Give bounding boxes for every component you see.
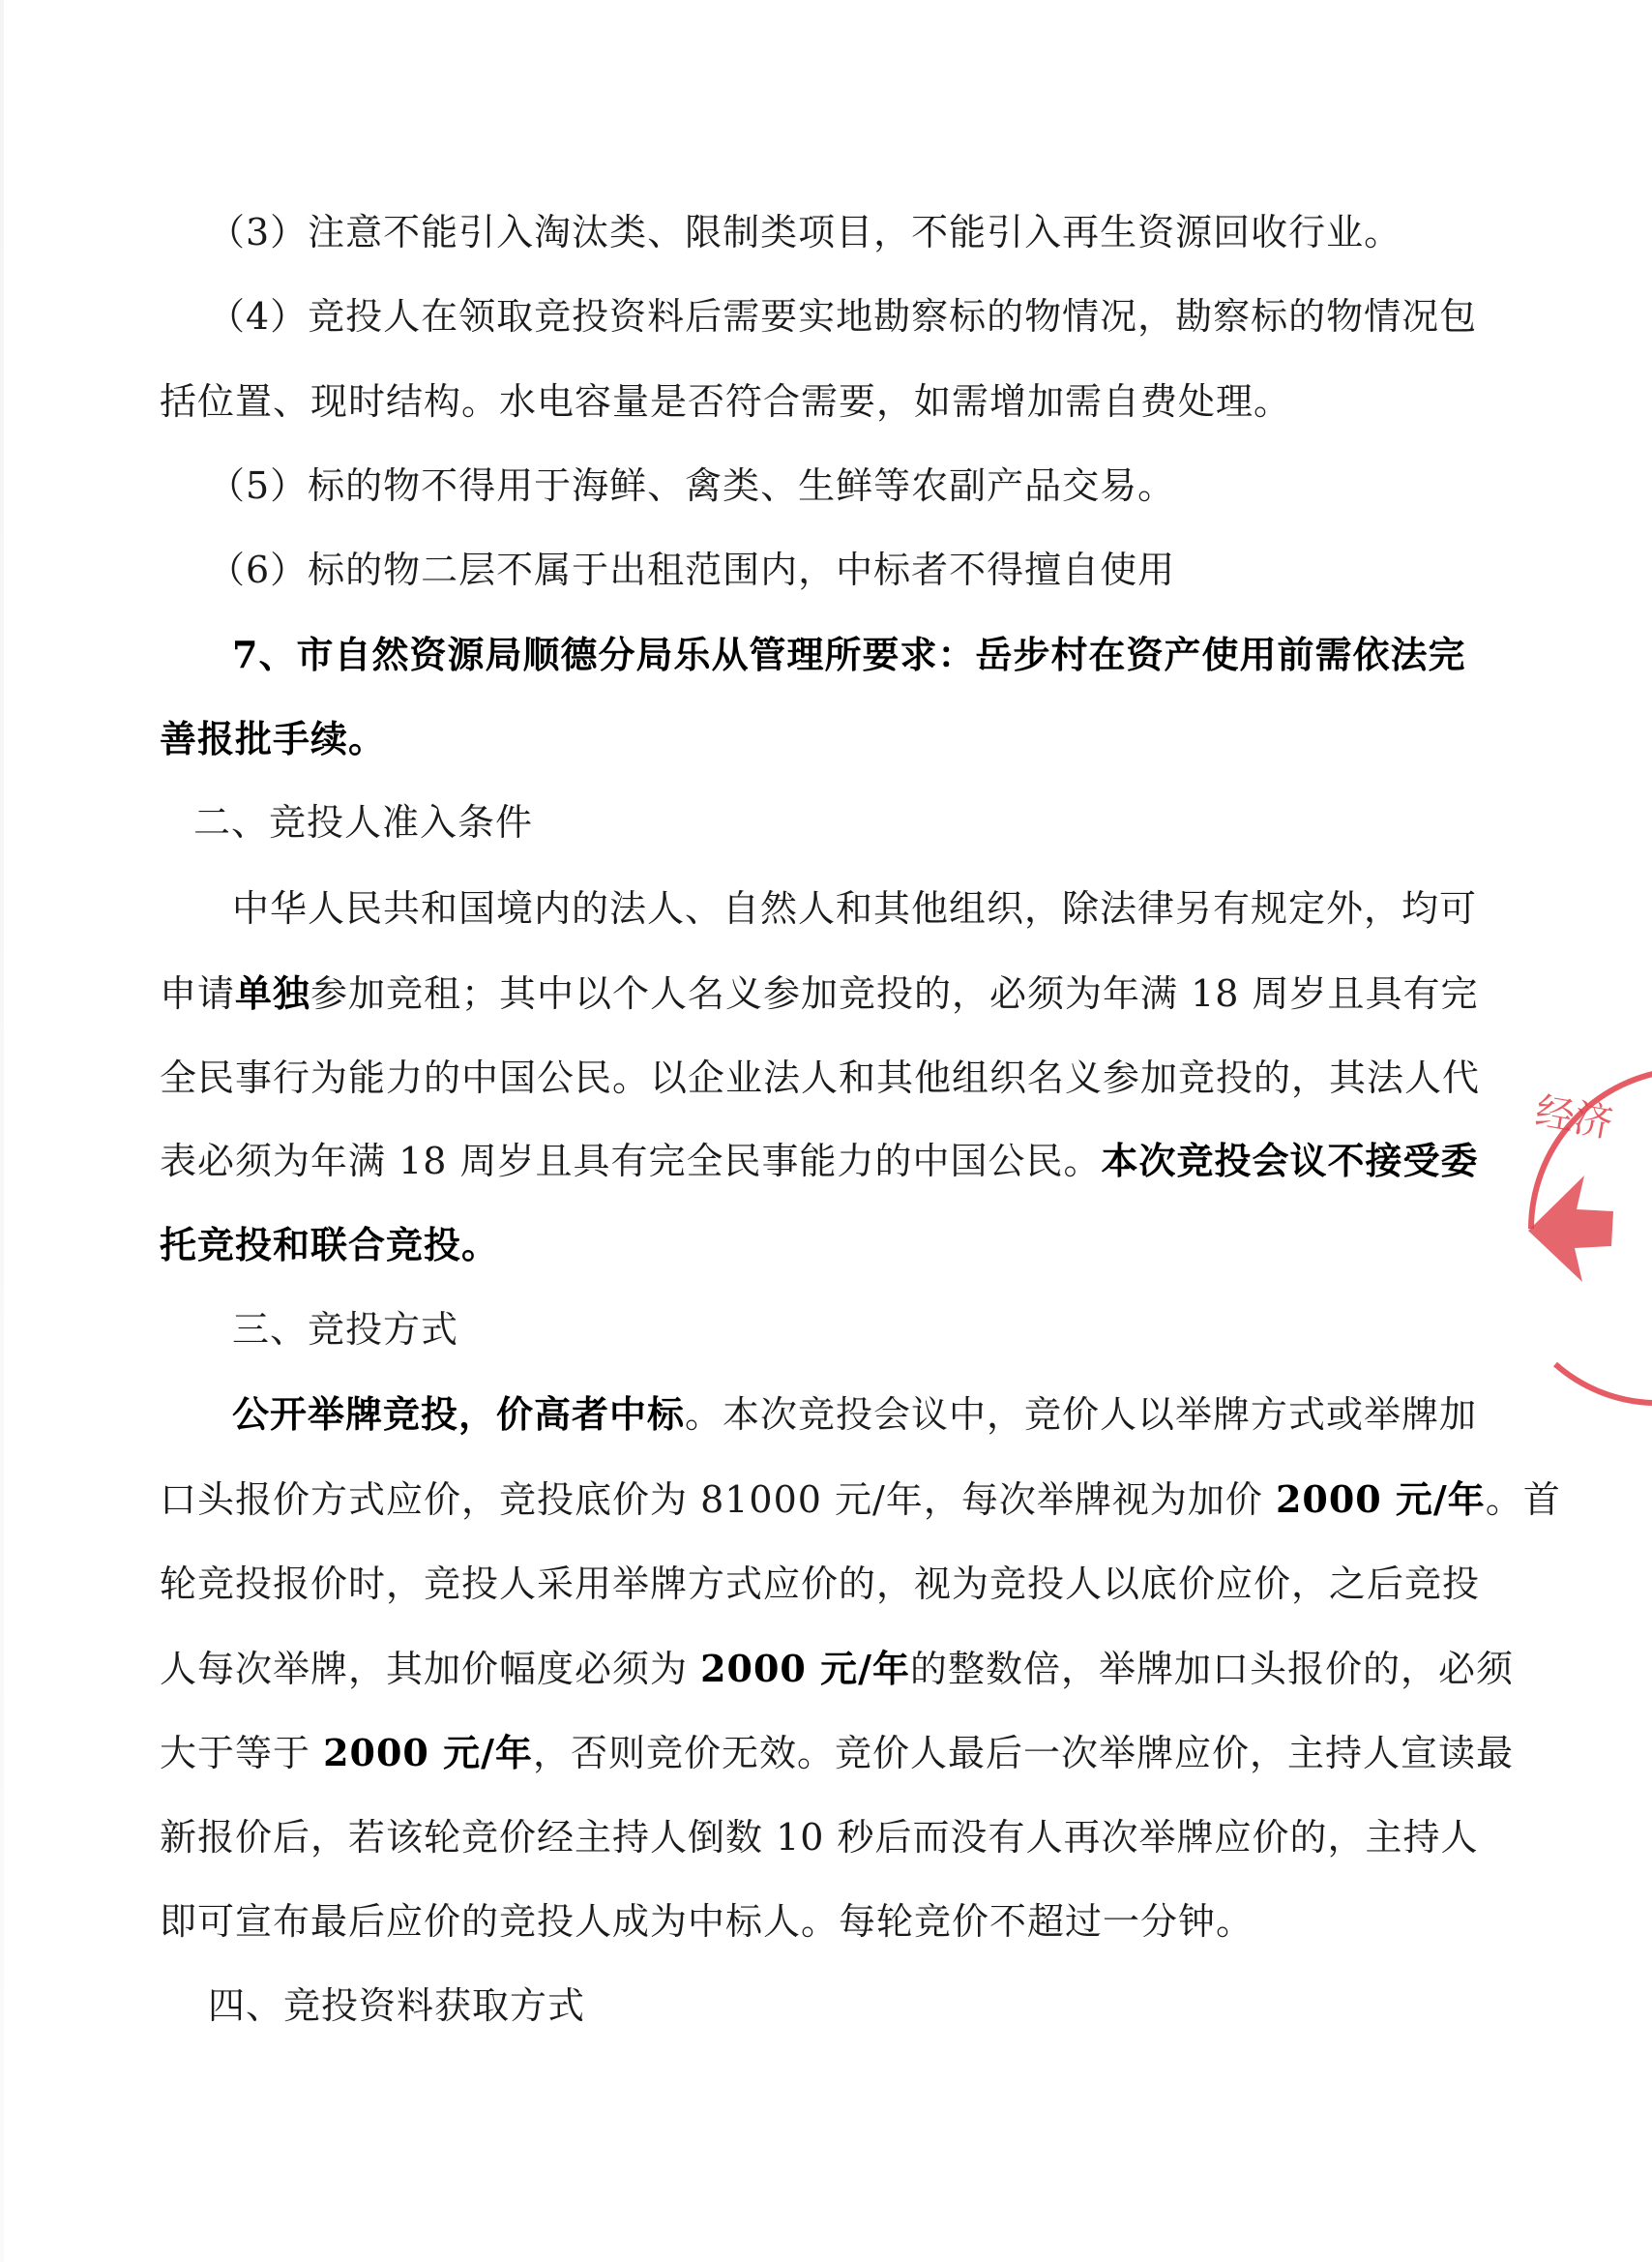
paragraph-line [208,1984,585,2027]
body-text: 全民事行为能力的中国公民。以企业法人和其他组织名义参加竞投的，其法人代 [160,1057,1481,1099]
red-seal-stamp [1517,1055,1652,1403]
paragraph-line [160,1478,1561,1521]
body-text: 括位置、现时结构。水电容量是否符合需要，如需增加需自费处理。 [160,380,1292,423]
bold-text: 单独 [235,971,311,1015]
body-text: 轮竞投报价时，竞投人采用举牌方式应价的，视为竞投人以底价应价，之后竞投 [160,1563,1481,1605]
bold-text: 托竞投和联合竞投。 [160,1223,500,1266]
paragraph-line [208,549,1175,591]
body-text: 。本次竞投会议中，竞价人以举牌方式或举牌加 [685,1393,1478,1436]
bold-text: 公开举牌竞投，价高者中标 [232,1392,686,1436]
bold-text: 本次竞投会议不接受委 [1101,1139,1479,1182]
paragraph-line [160,1563,1480,1605]
body-text: （5）标的物不得用于海鲜、禽类、生鲜等农副产品交易。 [208,464,1176,507]
body-text: 申请 [160,972,236,1015]
body-text: 中华人民共和国境内的法人、自然人和其他组织，除法律另有规定外，均可 [232,887,1478,930]
body-text: 。首 [1485,1478,1561,1521]
body-text: 二、竞投人准入条件 [193,801,534,844]
body-text: 大于等于 [160,1732,324,1774]
bold-text: 2000 元/年 [700,1647,910,1690]
body-text: 新报价后，若该轮竞价经主持人倒数 10 秒后而没有人再次举牌应价的，主持人 [160,1816,1479,1859]
paragraph-line [160,718,386,760]
paragraph-line [160,380,1291,423]
paragraph-line [160,1224,499,1266]
paragraph-line [208,211,1401,253]
body-text: （6）标的物二层不属于出租范围内，中标者不得擅自使用 [208,549,1176,591]
paragraph-line [160,1057,1480,1099]
body-text: （4）竞投人在领取竞投资料后需要实地勘察标的物情况，勘察标的物情况包 [208,295,1478,338]
body-text: 三、竞投方式 [232,1308,459,1351]
body-text: 口头报价方式应价，竞投底价为 81000 元/年，每次举牌视为加价 [160,1478,1276,1521]
bold-text: 2000 元/年 [323,1731,533,1774]
bold-text: 2000 元/年 [1275,1477,1486,1521]
body-text: 参加竞租；其中以个人名义参加竞投的，必须为年满 18 周岁且具有完 [310,972,1479,1015]
body-text: 人每次举牌，其加价幅度必须为 [160,1648,701,1690]
paragraph-line [160,1140,1479,1182]
stamp-text: 经济 [1531,1088,1616,1147]
paragraph-line [232,887,1477,930]
body-text: 四、竞投资料获取方式 [208,1984,586,2027]
paragraph-line [193,801,533,844]
body-text: ，否则竞价无效。竞价人最后一次举牌应价，主持人宣读最 [532,1732,1514,1774]
bold-text: 善报批手续。 [160,717,387,760]
body-text: 表必须为年满 18 周岁且具有完全民事能力的中国公民。 [160,1140,1102,1182]
paragraph-line [208,295,1477,338]
scan-edge [0,0,4,2262]
body-text: 的整数倍，举牌加口头报价的，必须 [909,1648,1514,1690]
paragraph-line [160,1732,1514,1774]
paragraph-line [232,1308,458,1351]
paragraph-line [160,1816,1479,1859]
paragraph-line [160,1900,1254,1943]
paragraph-line [208,464,1175,507]
body-text: 即可宣布最后应价的竞投人成为中标人。每轮竞价不超过一分钟。 [160,1900,1254,1943]
paragraph-line [232,1393,1477,1436]
bold-text: 7、市自然资源局顺德分局乐从管理所要求：岳步村在资产使用前需依法完 [232,633,1466,676]
paragraph-line [232,634,1465,676]
body-text: （3）注意不能引入淘汰类、限制类项目，不能引入再生资源回收行业。 [208,211,1402,253]
paragraph-line [160,1648,1514,1690]
paragraph-line [160,972,1479,1015]
